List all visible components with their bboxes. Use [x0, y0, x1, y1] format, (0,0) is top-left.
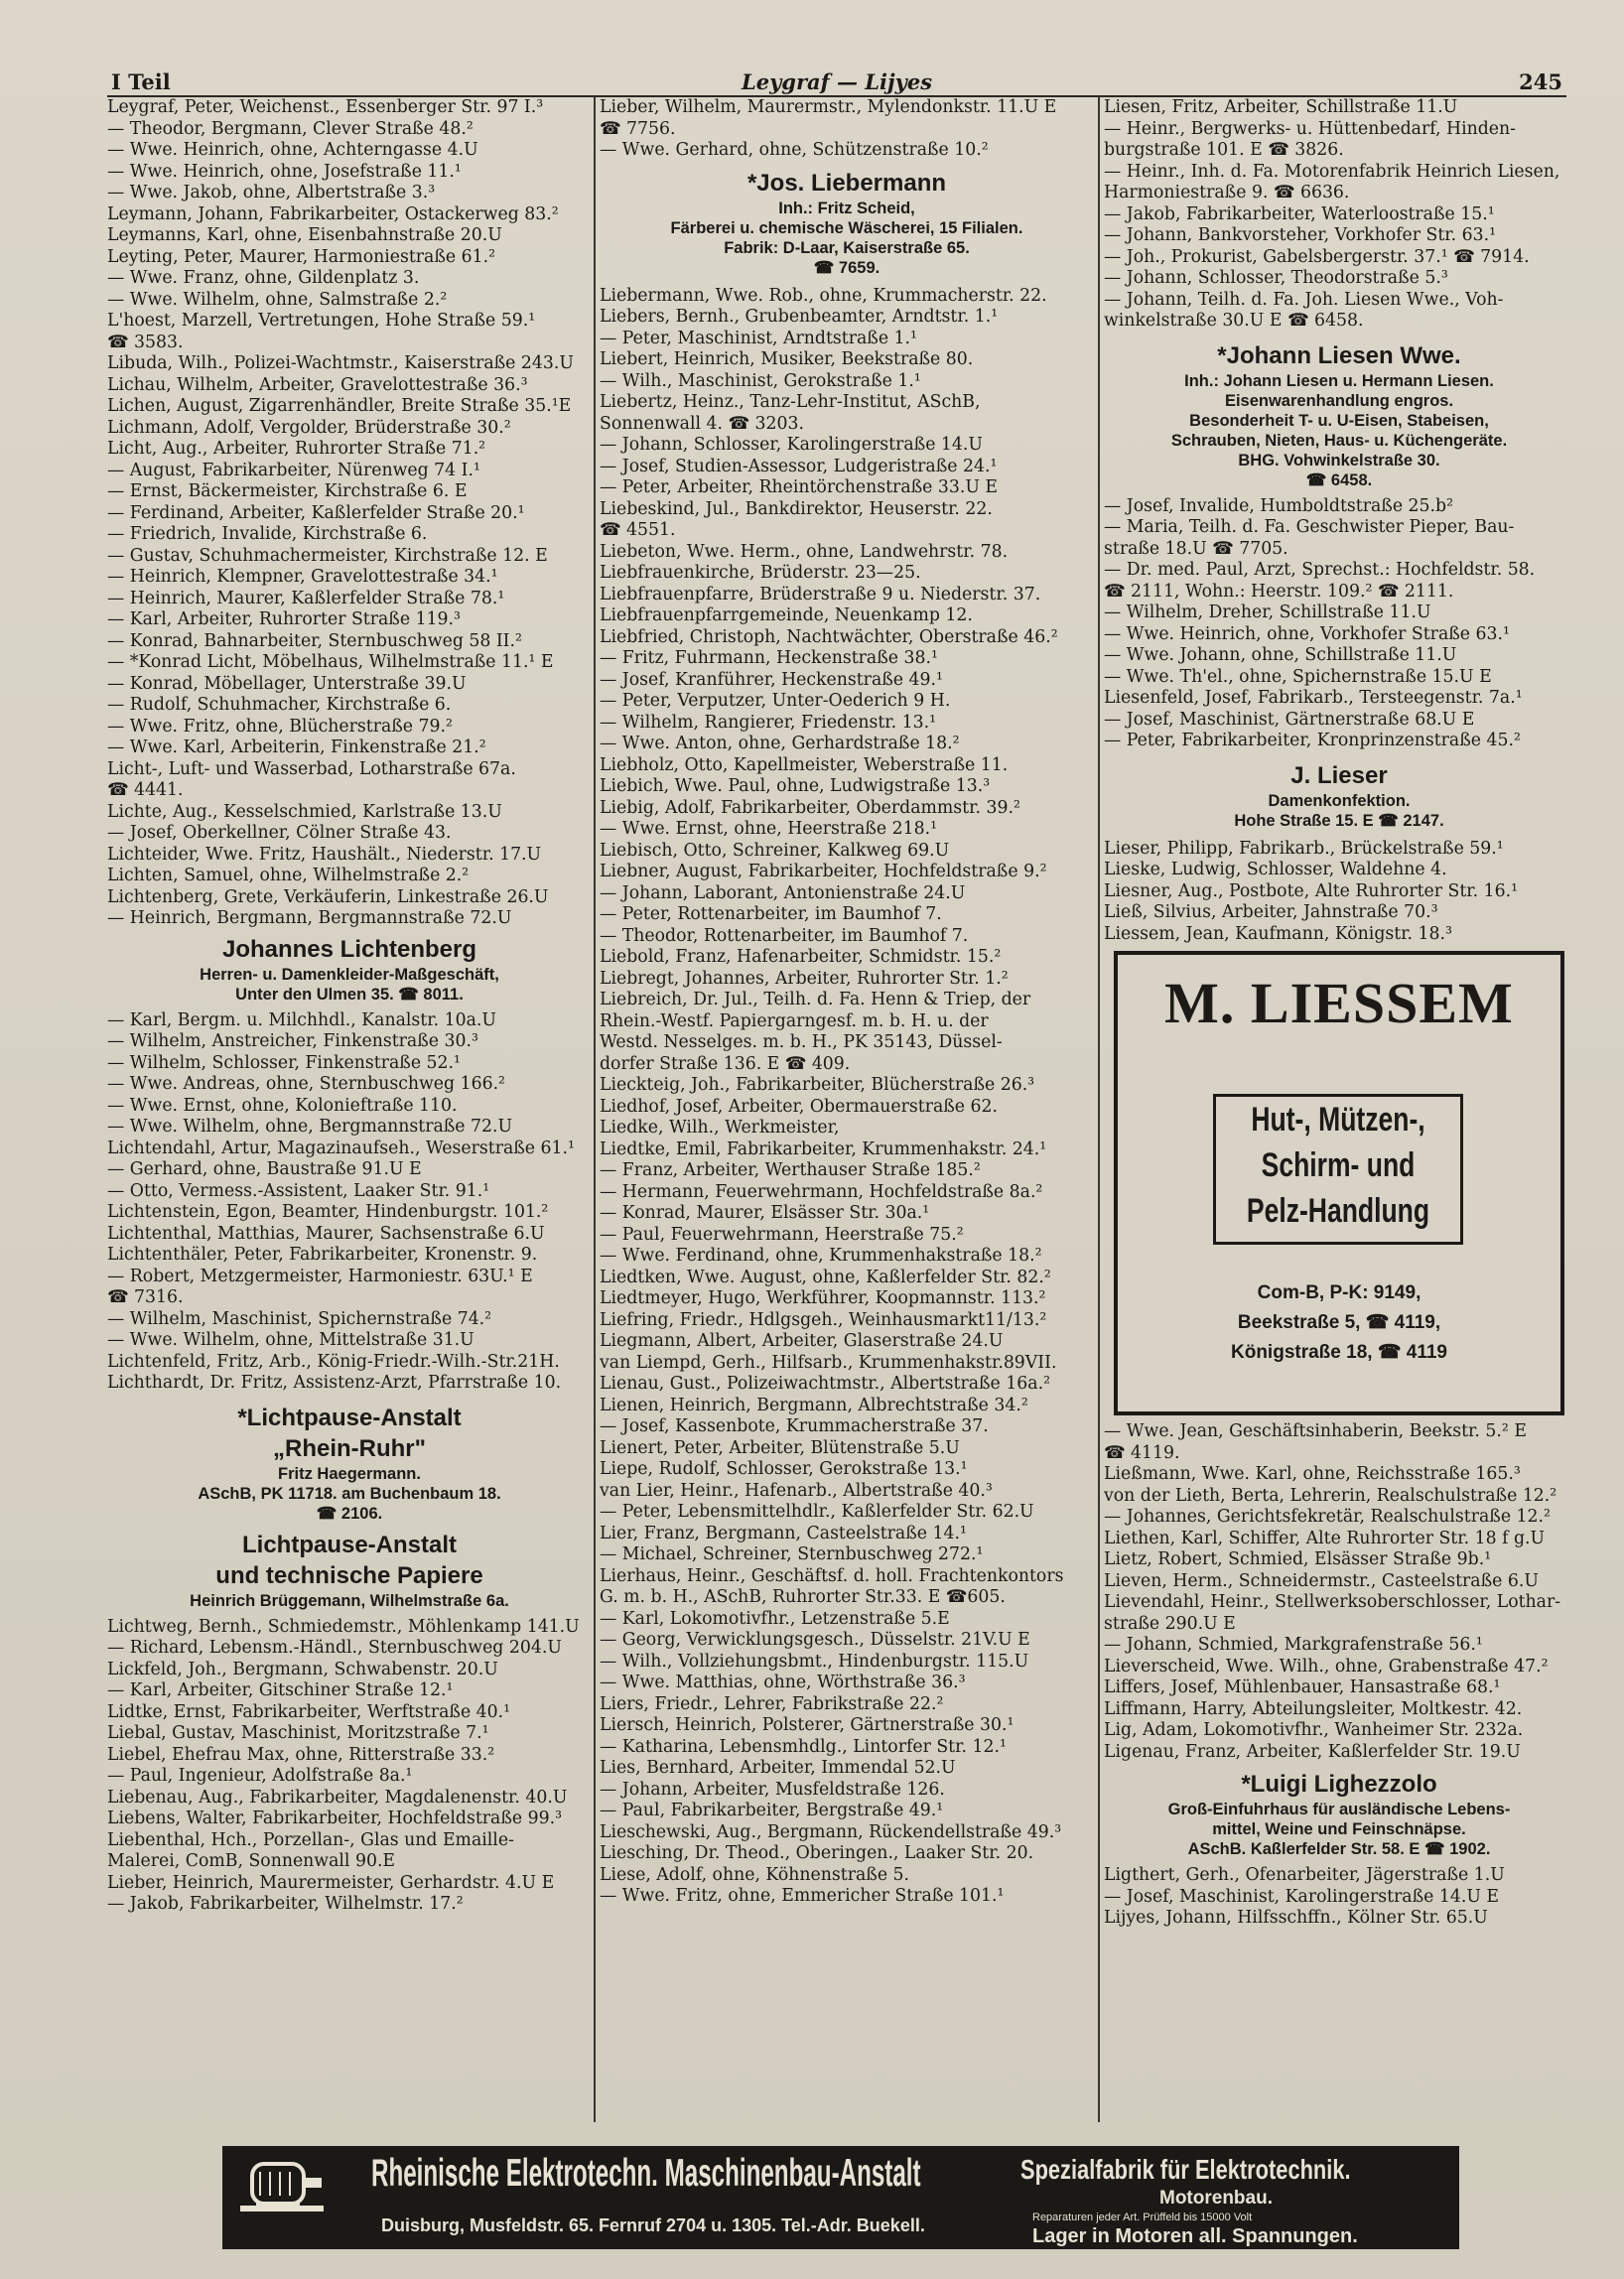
- directory-entry: Lijyes, Johann, Hilfsschffn., Kölner Str. 65.U: [1104, 1908, 1488, 1928]
- ad-liessem-line2: Beekstraße 5, ☎ 4119,: [1237, 1312, 1441, 1333]
- directory-entry: — Wilh., Vollziehungsbmt., Hindenburgstr. 115.U: [600, 1651, 1029, 1672]
- directory-entry: — Josef, Maschinist, Karolingerstraße 14.U E: [1104, 1886, 1500, 1907]
- directory-entry: Lienau, Gust., Polizeiwachtmstr., Albertstraße 16a.²: [600, 1374, 1050, 1394]
- directory-entry: — Wilhelm, Rangierer, Friedenstr. 13.¹: [600, 712, 937, 733]
- ad-liessem-box: [1213, 1094, 1463, 1245]
- column-2-entries-b: [600, 286, 1094, 1908]
- directory-entry: — Wilhelm, Anstreicher, Finkenstraße 30.³: [107, 1031, 478, 1051]
- directory-entry: — Robert, Metzgermeister, Harmoniestr. 63U.¹ E: [107, 1266, 533, 1286]
- directory-entry: Liers, Friedr., Lehrer, Fabrikstraße 22.²: [600, 1693, 944, 1714]
- directory-entry: — Wwe. Jakob, ohne, Albertstraße 3.³: [107, 183, 436, 202]
- directory-entry: — Hermann, Feuerwehrmann, Hochfeldstraße 8a.²: [600, 1181, 1043, 1202]
- directory-entry: — Wwe. Anton, ohne, Gerhardstraße 18.²: [600, 734, 960, 753]
- ad-liessem-info: [1118, 1278, 1560, 1368]
- directory-entry: — Josef, Kranführer, Heckenstraße 49.¹: [600, 669, 943, 690]
- directory-entry: — Wwe. Heinrich, ohne, Achterngasse 4.U: [107, 140, 478, 160]
- directory-entry: Leygraf, Peter, Weichenst., Essenberger Str. 97 I.³: [107, 97, 544, 117]
- ad-lieser-line2: Hohe Straße 15. E ☎ 2147.: [1234, 811, 1444, 830]
- column-3-entries-c: [1104, 839, 1574, 946]
- column-2-entries-a: [600, 97, 1094, 162]
- directory-entry: Lichau, Wilhelm, Arbeiter, Gravelottestraße 36.³: [107, 374, 528, 395]
- ad-lieser-line1: Damenkonfektion.: [1268, 791, 1411, 810]
- directory-entry: Malerei, ComB, Sonnenwall 90.E: [107, 1851, 396, 1871]
- directory-entry: Liebens, Walter, Fabrikarbeiter, Hochfeldstraße 99.³: [107, 1809, 563, 1828]
- directory-entry: ☎ 4119.: [1104, 1442, 1180, 1463]
- ad-rhein-ruhr-name2: „Rhein-Ruhr": [272, 1434, 427, 1462]
- directory-entry: Liffmann, Harry, Abteilungsleiter, Moltkestr. 42.: [1104, 1698, 1523, 1719]
- directory-entry: von der Lieth, Berta, Lehrerin, Realschulstraße 12.²: [1104, 1485, 1557, 1506]
- directory-entry: — Karl, Arbeiter, Ruhrorter Straße 119.³: [107, 609, 461, 629]
- directory-entry: — Peter, Lebensmittelhdlr., Kaßlerfelder Str. 62.U: [600, 1502, 1034, 1522]
- ad-liessem-name: M. LIESSEM: [1164, 971, 1514, 1035]
- directory-entry: — Franz, Arbeiter, Werthauser Straße 185.²: [600, 1160, 981, 1180]
- directory-entry: — Joh., Prokurist, Gabelsbergerstr. 37.¹ ☎ 7914.: [1104, 246, 1530, 267]
- directory-entry: Lieverscheid, Wwe. Wilh., ohne, Grabenstraße 47.²: [1104, 1656, 1549, 1676]
- directory-entry: Liebers, Bernh., Grubenbeamter, Arndtstr. 1.¹: [600, 307, 999, 327]
- directory-entry: Ligenau, Franz, Arbeiter, Kaßlerfelder Str. 19.U: [1104, 1741, 1521, 1762]
- directory-entry: ☎ 7756.: [600, 118, 676, 139]
- directory-entry: Licht, Aug., Arbeiter, Ruhrorter Straße 71.²: [107, 439, 486, 459]
- directory-entry: Liebel, Ehefrau Max, ohne, Ritterstraße 33.²: [107, 1744, 495, 1765]
- directory-entry: Liethen, Karl, Schiffer, Alte Ruhrorter Str. 18 f g.U: [1104, 1528, 1546, 1548]
- column-3-entries-a: [1104, 97, 1574, 333]
- directory-entry: Liebfrauenkirche, Brüderstr. 23—25.: [600, 563, 921, 583]
- banner-repair: Reparaturen jeder Art. Prüffeld bis 15000 Volt: [1032, 2212, 1253, 2223]
- directory-entry: Harmoniestraße 9. ☎ 6636.: [1104, 183, 1350, 202]
- directory-entry: Westd. Nesselges. m. b. H., PK 35143, Düssel-: [600, 1032, 1003, 1052]
- banner-motorenbau: Motorenbau.: [1159, 2188, 1273, 2209]
- directory-entry: — Theodor, Bergmann, Clever Straße 48.²: [107, 118, 474, 139]
- directory-entry: Lichmann, Adolf, Vergolder, Brüderstraße 30.²: [107, 417, 511, 438]
- directory-entry: Liesenfeld, Josef, Fabrikarb., Tersteegenstr. 7a.¹: [1104, 688, 1523, 708]
- ad-liebermann-line1: Inh.: Fritz Scheid,: [778, 199, 915, 217]
- directory-entry: van Lier, Heinr., Hafenarb., Albertstraße 40.³: [600, 1480, 993, 1501]
- ad-lighezzolo-name: *Luigi Lighezzolo: [1241, 1771, 1437, 1798]
- directory-entry: Ließmann, Wwe. Karl, ohne, Reichsstraße 165.³: [1104, 1464, 1521, 1484]
- directory-entry: Liebal, Gustav, Maschinist, Moritzstraße 7.¹: [107, 1723, 489, 1743]
- directory-entry: Lier, Franz, Bergmann, Casteelstraße 14.¹: [600, 1523, 967, 1543]
- directory-entry: Liebfrauenpfarrgemeinde, Neuenkamp 12.: [600, 605, 973, 625]
- ad-liessem-line3: Königstraße 18, ☎ 4119: [1231, 1342, 1447, 1363]
- ad-liesen-line5: BHG. Vohwinkelstraße 30.: [1238, 451, 1440, 469]
- directory-entry: — Gustav, Schuhmachermeister, Kirchstraße 12. E: [107, 545, 548, 566]
- directory-entry: — Wwe. Johann, ohne, Schillstraße 11.U: [1104, 645, 1457, 665]
- directory-entry: Liedtmeyer, Hugo, Werkführer, Koopmannstr. 113.²: [600, 1288, 1046, 1308]
- directory-entry: — Josef, Maschinist, Gärtnerstraße 68.U E: [1104, 709, 1475, 730]
- directory-entry: Leymann, Johann, Fabrikarbeiter, Ostackerweg 83.²: [107, 203, 559, 224]
- directory-entry: Liedtken, Wwe. August, ohne, Kaßlerfelder Str. 82.²: [600, 1267, 1051, 1287]
- ad-liebermann-line4: ☎ 7659.: [813, 258, 880, 277]
- directory-entry: — Wilh., Maschinist, Gerokstraße 1.¹: [600, 370, 921, 391]
- ad-rhein-ruhr-line2: ASchB, PK 11718. am Buchenbaum 18.: [198, 1484, 501, 1503]
- directory-entry: Lienert, Peter, Arbeiter, Blütenstraße 5.U: [600, 1437, 960, 1458]
- directory-entry: — Peter, Rottenarbeiter, im Baumhof 7.: [600, 904, 942, 924]
- directory-entry: Liessem, Jean, Kaufmann, Königstr. 18.³: [1104, 923, 1452, 944]
- column-1-entries-a: [107, 97, 592, 930]
- directory-entry: winkelstraße 30.U E ☎ 6458.: [1104, 311, 1364, 331]
- directory-entry: — Karl, Lokomotivfhr., Letzenstraße 5.E: [600, 1608, 950, 1629]
- banner-special: Spezialfabrik für Elektrotechnik.: [1020, 2154, 1351, 2185]
- directory-entry: — Heinrich, Maurer, Kaßlerfelder Straße 78.¹: [107, 588, 505, 608]
- column-divider-2: [1098, 97, 1100, 2122]
- column-1-entries-c: [107, 1617, 592, 1916]
- directory-entry: — Heinr., Inh. d. Fa. Motorenfabrik Heinrich Liesen,: [1104, 161, 1560, 182]
- ad-liesen-line2: Eisenwarenhandlung engros.: [1224, 391, 1454, 410]
- part-label: I Teil: [111, 69, 171, 94]
- ad-liesen-line3: Besonderheit T- u. U-Eisen, Stabeisen,: [1189, 411, 1489, 430]
- directory-entry: Lichtenberg, Grete, Verkäuferin, Linkestraße 26.U: [107, 886, 549, 907]
- running-title: Leygraf — Lijyes: [741, 69, 933, 94]
- ad-rhein-ruhr: [107, 1403, 592, 1524]
- directory-entry: Liebfrauenpfarre, Brüderstraße 9 u. Niederstr. 37.: [600, 584, 1041, 604]
- directory-entry: straße 290.U E: [1104, 1613, 1236, 1634]
- directory-entry: — Jakob, Fabrikarbeiter, Waterloostraße 15.¹: [1104, 203, 1495, 224]
- directory-entry: Liebner, August, Fabrikarbeiter, Hochfeldstraße 9.²: [600, 862, 1047, 881]
- directory-entry: Liebfried, Christoph, Nachtwächter, Oberstraße 46.²: [600, 626, 1058, 647]
- ad-rhein-ruhr-line1: Fritz Haegermann.: [278, 1464, 421, 1483]
- directory-entry: Liesen, Fritz, Arbeiter, Schillstraße 11.U: [1104, 97, 1458, 117]
- directory-entry: Liepe, Rudolf, Schlosser, Gerokstraße 13.¹: [600, 1459, 968, 1479]
- directory-entry: — August, Fabrikarbeiter, Nürenweg 74 I.¹: [107, 460, 480, 480]
- directory-entry: burgstraße 101. E ☎ 3826.: [1104, 140, 1344, 160]
- directory-entry: Liese, Adolf, ohne, Köhnenstraße 5.: [600, 1864, 910, 1885]
- ad-brueggemann-name2: und technische Papiere: [215, 1561, 483, 1589]
- directory-entry: — Johann, Schmied, Markgrafenstraße 56.¹: [1104, 1635, 1483, 1655]
- ad-lieser-name: J. Lieser: [1290, 761, 1388, 789]
- directory-entry: — Paul, Fabrikarbeiter, Bergstraße 49.¹: [600, 1801, 944, 1820]
- directory-entry: — Peter, Fabrikarbeiter, Kronprinzenstraße 45.²: [1104, 731, 1521, 750]
- ad-lighezzolo-line1: Groß-Einfuhrhaus für ausländische Lebens-: [1167, 1801, 1511, 1818]
- bottom-banner-ad: [222, 2146, 1459, 2249]
- directory-entry: Lieckteig, Joh., Fabrikarbeiter, Blücherstraße 26.³: [600, 1075, 1035, 1095]
- directory-entry: ☎ 4441.: [107, 780, 184, 800]
- directory-entry: — Karl, Arbeiter, Gitschiner Straße 12.¹: [107, 1680, 454, 1700]
- column-3: [1104, 97, 1574, 1930]
- directory-entry: — Wwe. Andreas, ohne, Sternbuschweg 166.²: [107, 1074, 505, 1094]
- ad-liessem-box2: Schirm- und: [1261, 1146, 1416, 1184]
- directory-entry: — Wwe. Matthias, ohne, Wörthstraße 36.³: [600, 1673, 966, 1692]
- column-3-entries-d: [1104, 1421, 1574, 1763]
- directory-entry: Lichen, August, Zigarrenhändler, Breite Straße 35.¹E: [107, 396, 572, 416]
- directory-entry: Lichtenthäler, Peter, Fabrikarbeiter, Kronenstr. 9.: [107, 1245, 538, 1265]
- banner-company: Rheinische Elektrotechn. Maschinenbau-Anstalt: [371, 2152, 921, 2195]
- directory-entry: Lievendahl, Heinr., Stellwerksoberschlosser, Lothar-: [1104, 1592, 1561, 1612]
- directory-entry: Ligthert, Gerh., Ofenarbeiter, Jägerstraße 1.U: [1104, 1865, 1505, 1885]
- directory-entry: Liebold, Franz, Hafenarbeiter, Schmidstr. 15.²: [600, 947, 1002, 967]
- directory-entry: — Johann, Arbeiter, Musfeldstraße 126.: [600, 1779, 945, 1800]
- directory-entry: — Peter, Arbeiter, Rheintörchenstraße 33.U E: [600, 477, 999, 497]
- directory-entry: — Wilhelm, Dreher, Schillstraße 11.U: [1104, 603, 1431, 622]
- directory-entry: — Johannes, Gerichtsfekretär, Realschulstraße 12.²: [1104, 1507, 1551, 1527]
- directory-entry: — Wwe. Ernst, ohne, Heerstraße 218.¹: [600, 819, 938, 839]
- ad-liessem: [1114, 951, 1564, 1415]
- directory-entry: — Katharina, Lebensmhdlg., Lintorfer Str. 12.¹: [600, 1736, 1007, 1757]
- directory-entry: — Ferdinand, Arbeiter, Kaßlerfelder Straße 20.¹: [107, 502, 525, 523]
- directory-entry: Liesner, Aug., Postbote, Alte Ruhrorter Str. 16.¹: [1104, 880, 1519, 901]
- directory-entry: G. m. b. H., ASchB, Ruhrorter Str.33. E ☎605.: [600, 1587, 1006, 1607]
- directory-entry: Lieber, Heinrich, Maurermeister, Gerhardstr. 4.U E: [107, 1872, 555, 1893]
- ad-lieser: [1104, 760, 1574, 831]
- ad-liesen-line1: Inh.: Johann Liesen u. Hermann Liesen.: [1184, 371, 1494, 390]
- ad-liebermann-name: *Jos. Liebermann: [746, 169, 947, 197]
- directory-entry: dorfer Straße 136. E ☎ 409.: [600, 1053, 851, 1074]
- directory-entry: — Peter, Maschinist, Arndtstraße 1.¹: [600, 328, 917, 348]
- directory-entry: — Fritz, Fuhrmann, Heckenstraße 38.¹: [600, 648, 938, 668]
- directory-entry: — Paul, Ingenieur, Adolfstraße 8a.¹: [107, 1766, 413, 1786]
- directory-entry: ☎ 2111, Wohn.: Heerstr. 109.² ☎ 2111.: [1104, 581, 1454, 602]
- directory-entry: Liersch, Heinrich, Polsterer, Gärtnerstraße 30.¹: [600, 1715, 1015, 1735]
- directory-entry: Liebreich, Dr. Jul., Teilh. d. Fa. Henn & Triep, der: [600, 990, 1031, 1009]
- directory-entry: — Konrad, Möbellager, Unterstraße 39.U: [107, 673, 467, 694]
- directory-entry: — Wilhelm, Maschinist, Spichernstraße 74.²: [107, 1308, 492, 1329]
- ad-rhein-ruhr-line3: ☎ 2106.: [316, 1504, 383, 1523]
- directory-entry: Liedtke, Emil, Fabrikarbeiter, Krummenhakstr. 24.¹: [600, 1139, 1047, 1159]
- directory-entry: — Heinrich, Klempner, Gravelottestraße 34.¹: [107, 567, 498, 587]
- directory-entry: Lierhaus, Heinr., Geschäftsf. d. holl. Frachtenkontors: [600, 1565, 1064, 1586]
- directory-entry: ☎ 3583.: [107, 332, 184, 352]
- directory-entry: — Wwe. Karl, Arbeiterin, Finkenstraße 21.²: [107, 737, 486, 757]
- directory-entry: — Wwe. Franz, ohne, Gildenplatz 3.: [107, 268, 420, 288]
- directory-entry: Licht-, Luft- und Wasserbad, Lotharstraße 67a.: [107, 758, 516, 779]
- directory-entry: — Rudolf, Schuhmacher, Kirchstraße 6.: [107, 695, 452, 715]
- directory-entry: — Paul, Feuerwehrmann, Heerstraße 75.²: [600, 1224, 964, 1245]
- page-header: [111, 69, 1562, 95]
- directory-entry: Liedke, Wilh., Werkmeister,: [600, 1118, 840, 1138]
- directory-entry: Lieven, Herm., Schneidermstr., Casteelstraße 6.U: [1104, 1570, 1539, 1591]
- directory-entry: Lieber, Wilhelm, Maurermstr., Mylendonkstr. 11.U E: [600, 97, 1057, 117]
- directory-entry: — Wwe. Fritz, ohne, Blücherstraße 79.²: [107, 716, 453, 737]
- ad-lighezzolo-line3: ASchB. Kaßlerfelder Str. 58. E ☎ 1902.: [1187, 1840, 1491, 1858]
- directory-entry: Lieser, Philipp, Fabrikarb., Brückelstraße 59.¹: [1104, 838, 1504, 859]
- directory-entry: — Wilhelm, Schlosser, Finkenstraße 52.¹: [107, 1052, 461, 1073]
- directory-entry: — Wwe. Wilhelm, ohne, Salmstraße 2.²: [107, 289, 448, 310]
- directory-entry: Lichtenfeld, Fritz, Arb., König-Friedr.-Wilh.-Str.21H.: [107, 1351, 560, 1372]
- ad-liebermann: [600, 168, 1094, 278]
- directory-entry: — Wwe. Gerhard, ohne, Schützenstraße 10.²: [600, 140, 989, 160]
- directory-entry: Liedhof, Josef, Arbeiter, Obermauerstraße 62.: [600, 1096, 999, 1117]
- directory-entry: — Heinr., Bergwerks- u. Hüttenbedarf, Hinden-: [1104, 118, 1517, 139]
- directory-entry: straße 18.U ☎ 7705.: [1104, 538, 1288, 559]
- directory-entry: — Friedrich, Invalide, Kirchstraße 6.: [107, 524, 428, 544]
- directory-entry: — Maria, Teilh. d. Fa. Geschwister Pieper, Bau-: [1104, 517, 1515, 537]
- directory-entry: Lichte, Aug., Kesselschmied, Karlstraße 13.U: [107, 801, 502, 822]
- ad-liebermann-line3: Fabrik: D-Laar, Kaiserstraße 65.: [724, 238, 970, 257]
- directory-entry: Lichten, Samuel, ohne, Wilhelmstraße 2.²: [107, 866, 470, 885]
- directory-entry: Lichteider, Wwe. Fritz, Haushält., Niederstr. 17.U: [107, 844, 542, 865]
- directory-entry: Liebert, Heinrich, Musiker, Beekstraße 80.: [600, 349, 974, 369]
- ad-liesen-name: *Johann Liesen Wwe.: [1217, 341, 1461, 369]
- directory-entry: — Josef, Invalide, Humboldtstraße 25.b²: [1104, 495, 1454, 516]
- directory-entry: Lies, Bernhard, Arbeiter, Immendal 52.U: [600, 1758, 956, 1778]
- ad-lichtenberg-line1: Herren- u. Damenkleider-Maßgeschäft,: [200, 965, 499, 984]
- directory-entry: — Richard, Lebensm.-Händl., Sternbuschweg 204.U: [107, 1638, 562, 1658]
- directory-entry: Liebregt, Johannes, Arbeiter, Ruhrorter Str. 1.²: [600, 968, 1009, 989]
- directory-entry: — Johann, Schlosser, Theodorstraße 5.³: [1104, 268, 1448, 288]
- directory-entry: — Konrad, Maurer, Elsässer Str. 30a.¹: [600, 1203, 930, 1223]
- ad-lichtenberg-line2: Unter den Ulmen 35. ☎ 8011.: [235, 985, 464, 1004]
- directory-entry: — Josef, Kassenbote, Krummacherstraße 37.: [600, 1416, 989, 1436]
- directory-entry: Liebeskind, Jul., Bankdirektor, Heuserstr. 22.: [600, 498, 993, 519]
- directory-entry: — Gerhard, ohne, Baustraße 91.U E: [107, 1159, 422, 1179]
- column-2: [600, 97, 1094, 1908]
- directory-entry: Lieske, Ludwig, Schlosser, Waldehne 4.: [1104, 860, 1447, 879]
- directory-entry: — Wwe. Wilhelm, ohne, Mittelstraße 31.U: [107, 1330, 474, 1350]
- directory-entry: — Wwe. Ferdinand, ohne, Krummenhakstraße 18.²: [600, 1246, 1042, 1266]
- directory-entry: — Theodor, Rottenarbeiter, im Baumhof 7.: [600, 925, 969, 946]
- directory-entry: Lichthardt, Dr. Fritz, Assistenz-Arzt, Pfarrstraße 10.: [107, 1373, 562, 1393]
- directory-entry: Lietz, Robert, Schmied, Elsässer Straße 9b.¹: [1104, 1549, 1492, 1569]
- directory-entry: — Johann, Laborant, Antonienstraße 24.U: [600, 882, 966, 903]
- directory-entry: Liesching, Dr. Theod., Oberingen., Laaker Str. 20.: [600, 1843, 1034, 1863]
- directory-entry: — Wwe. Th'el., ohne, Spichernstraße 15.U E: [1104, 666, 1492, 687]
- directory-entry: Liebich, Wwe. Paul, ohne, Ludwigstraße 13.³: [600, 776, 991, 796]
- directory-entry: — Wwe. Fritz, ohne, Emmericher Straße 101.¹: [600, 1886, 1005, 1906]
- directory-entry: — Josef, Oberkellner, Cölner Straße 43.: [107, 823, 452, 843]
- ad-liessem-box1: Hut-, Mützen-,: [1251, 1101, 1425, 1139]
- directory-entry: Liebholz, Otto, Kapellmeister, Weberstraße 11.: [600, 754, 1009, 775]
- directory-entry: Libuda, Wilh., Polizei-Wachtmstr., Kaiserstraße 243.U: [107, 353, 574, 373]
- directory-entry: Liebenau, Aug., Fabrikarbeiter, Magdalenenstr. 40.U: [107, 1787, 568, 1808]
- ad-liesen-line6: ☎ 6458.: [1305, 470, 1373, 489]
- directory-entry: Lig, Adam, Lokomotivfhr., Wanheimer Str. 232a.: [1104, 1720, 1524, 1740]
- directory-entry: Lichtenstein, Egon, Beamter, Hindenburgstr. 101.²: [107, 1202, 549, 1222]
- directory-entry: — Michael, Schreiner, Sternbuschweg 272.¹: [600, 1544, 984, 1564]
- directory-entry: — Konrad, Bahnarbeiter, Sternbuschweg 58 II.²: [107, 630, 522, 651]
- directory-entry: Lienen, Heinrich, Bergmann, Albrechtstraße 34.²: [600, 1395, 1028, 1415]
- directory-entry: — Jakob, Fabrikarbeiter, Wilhelmstr. 17.²: [107, 1894, 464, 1914]
- column-1: [107, 97, 592, 1916]
- directory-entry: Liefring, Friedr., Hdlgsgeh., Weinhausmarkt11/13.²: [600, 1309, 1047, 1330]
- directory-entry: Sonnenwall 4. ☎ 3203.: [600, 413, 804, 434]
- page-number: 245: [1519, 69, 1562, 94]
- directory-entry: Leymanns, Karl, ohne, Eisenbahnstraße 20.U: [107, 225, 502, 245]
- ad-liesen: [1104, 340, 1574, 490]
- directory-entry: Liegmann, Albert, Arbeiter, Glaserstraße 24.U: [600, 1331, 1004, 1351]
- directory-entry: — Johann, Schlosser, Karolingerstraße 14.U: [600, 435, 983, 455]
- directory-entry: Ließ, Silvius, Arbeiter, Jahnstraße 70.³: [1104, 902, 1438, 922]
- ad-liebermann-line2: Färberei u. chemische Wäscherei, 15 Filialen.: [670, 218, 1023, 237]
- directory-entry: Liebisch, Otto, Schreiner, Kalkweg 69.U: [600, 840, 950, 861]
- directory-entry: — Heinrich, Bergmann, Bergmannstraße 72.U: [107, 908, 512, 928]
- directory-entry: Liebertz, Heinz., Tanz-Lehr-Institut, ASchB,: [600, 392, 981, 412]
- directory-entry: — Georg, Verwicklungsgesch., Düsselstr. 21V.U E: [600, 1630, 1030, 1650]
- directory-entry: — *Konrad Licht, Möbelhaus, Wilhelmstraße 11.¹ E: [107, 652, 554, 672]
- directory-entry: — Wwe. Jean, Geschäftsinhaberin, Beekstr. 5.² E: [1104, 1421, 1527, 1441]
- directory-entry: Liffers, Josef, Mühlenbauer, Hansastraße 68.¹: [1104, 1677, 1501, 1697]
- directory-entry: ☎ 4551.: [600, 520, 676, 540]
- directory-entry: Lidtke, Ernst, Fabrikarbeiter, Werftstraße 40.¹: [107, 1701, 511, 1722]
- column-3-entries-b: [1104, 496, 1574, 752]
- directory-entry: Lichtweg, Bernh., Schmiedemstr., Möhlenkamp 141.U: [107, 1616, 580, 1637]
- directory-entry: — Wwe. Heinrich, ohne, Vorkhofer Straße 63.¹: [1104, 623, 1510, 644]
- directory-entry: Liebig, Adolf, Fabrikarbeiter, Oberdammstr. 39.²: [600, 797, 1020, 818]
- banner-address: Duisburg, Musfeldstr. 65. Fernruf 2704 u. 1305. Tel.-Adr. Buekell.: [381, 2215, 925, 2235]
- directory-entry: L'hoest, Marzell, Vertretungen, Hohe Straße 59.¹: [107, 311, 536, 331]
- directory-entry: — Wwe. Heinrich, ohne, Josefstraße 11.¹: [107, 161, 462, 182]
- directory-entry: — Johann, Teilh. d. Fa. Joh. Liesen Wwe., Voh-: [1104, 289, 1504, 310]
- ad-brueggemann-name1: Lichtpause-Anstalt: [241, 1531, 458, 1558]
- ad-liessem-line1: Com-B, P-K: 9149,: [1257, 1282, 1421, 1303]
- ad-lighezzolo-line2: mittel, Weine und Feinschnäpse.: [1212, 1820, 1466, 1838]
- ad-rhein-ruhr-name1: *Lichtpause-Anstalt: [237, 1404, 462, 1431]
- directory-entry: — Dr. med. Paul, Arzt, Sprechst.: Hochfeldstr. 58.: [1104, 560, 1536, 580]
- directory-entry: ☎ 7316.: [107, 1287, 184, 1307]
- directory-entry: van Liempd, Gerh., Hilfsarb., Krummenhakstr.89VII.: [600, 1352, 1057, 1373]
- ad-brueggemann-line1: Heinrich Brüggemann, Wilhelmstraße 6a.: [190, 1591, 509, 1610]
- ad-liesen-line4: Schrauben, Nieten, Haus- u. Küchengeräte.: [1170, 431, 1508, 450]
- directory-entry: Liebenthal, Hch., Porzellan-, Glas und Emaille-: [107, 1829, 514, 1850]
- column-divider-1: [594, 97, 596, 2122]
- directory-entry: — Wwe. Ernst, ohne, Kolonieftraße 110.: [107, 1095, 458, 1116]
- directory-entry: — Ernst, Bäckermeister, Kirchstraße 6. E: [107, 481, 468, 501]
- column-1-entries-b: [107, 1010, 592, 1395]
- electric-motor-icon: [236, 2154, 328, 2213]
- ad-liessem-box3: Pelz-Handlung: [1246, 1192, 1430, 1230]
- ad-lichtenberg: [107, 934, 592, 1005]
- directory-entry: — Otto, Vermess.-Assistent, Laaker Str. 91.¹: [107, 1180, 490, 1201]
- directory-entry: Leyting, Peter, Maurer, Harmoniestraße 61.²: [107, 246, 496, 267]
- ad-lichtenberg-name: Johannes Lichtenberg: [221, 935, 477, 963]
- directory-entry: — Johann, Bankvorsteher, Vorkhofer Str. 63.¹: [1104, 225, 1497, 245]
- directory-entry: Lieschewski, Aug., Bergmann, Rückendellstraße 49.³: [600, 1821, 1062, 1842]
- column-3-entries-e: [1104, 1865, 1574, 1930]
- directory-entry: Liebeton, Wwe. Herm., ohne, Landwehrstr. 78.: [600, 541, 1009, 562]
- directory-entry: — Karl, Bergm. u. Milchhdl., Kanalstr. 10a.U: [107, 1009, 496, 1030]
- banner-stock: Lager in Motoren all. Spannungen.: [1032, 2225, 1358, 2247]
- directory-entry: — Peter, Verputzer, Unter-Oederich 9 H.: [600, 691, 951, 711]
- directory-entry: Lichtenthal, Matthias, Maurer, Sachsenstraße 6.U: [107, 1223, 545, 1244]
- ad-lighezzolo: [1104, 1769, 1574, 1859]
- directory-entry: Liebermann, Wwe. Rob., ohne, Krummacherstr. 22.: [600, 285, 1047, 306]
- directory-entry: Lickfeld, Joh., Bergmann, Schwabenstr. 20.U: [107, 1659, 498, 1679]
- directory-entry: — Josef, Studien-Assessor, Ludgeristraße 24.¹: [600, 456, 998, 476]
- directory-entry: Lichtendahl, Artur, Magazinaufseh., Weserstraße 61.¹: [107, 1138, 575, 1158]
- directory-entry: — Wwe. Wilhelm, ohne, Bergmannstraße 72.U: [107, 1117, 513, 1137]
- directory-entry: Rhein.-Westf. Papiergarngesf. m. b. H. u. der: [600, 1010, 989, 1031]
- ad-brueggemann: [107, 1530, 592, 1611]
